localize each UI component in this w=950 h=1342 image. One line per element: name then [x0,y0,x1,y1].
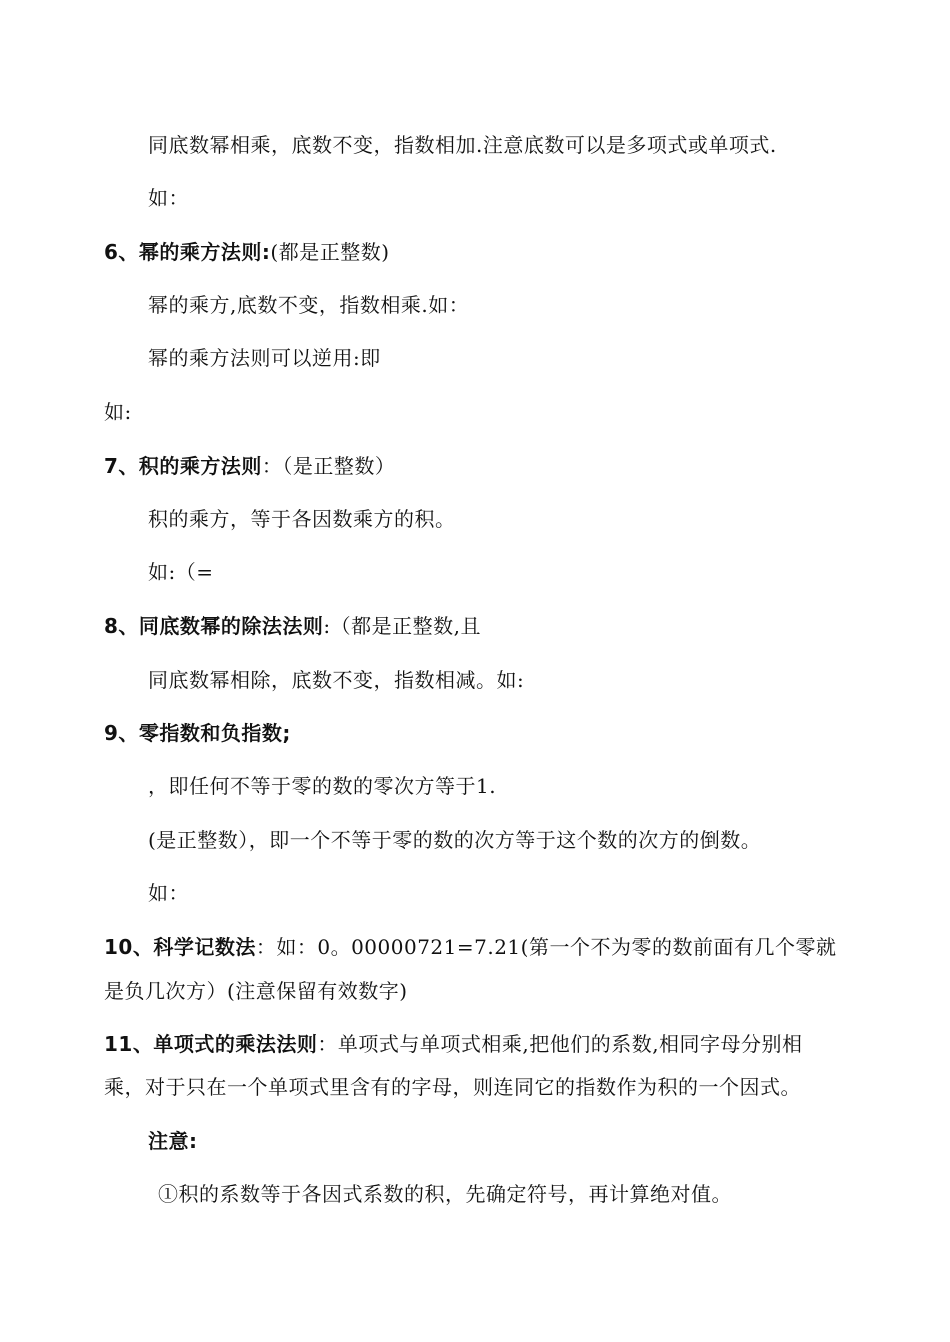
heading-title: 零指数和负指数; [138,721,291,745]
heading-title: 幂的乘方法则: [138,240,271,264]
heading-number: 6、 [104,240,139,264]
heading-section-7 [104,454,395,478]
paragraph-example-label: 如： [148,186,189,210]
heading-title: 积的乘方法则 [138,454,262,478]
heading-section-11 [104,1032,803,1056]
heading-note: (都是正整数) [270,240,390,264]
note-item-1: ①积的系数等于各因式系数的积，先确定符号，再计算绝对值。 [158,1182,732,1206]
heading-section-10 [104,935,836,959]
heading-number: 10、 [104,935,154,959]
heading-text: ：单项式与单项式相乘,把他们的系数,相同字母分别相 [317,1032,803,1056]
heading-number: 11、 [104,1032,154,1056]
heading-title: 科学记数法 [153,935,256,959]
heading-title: 同底数幂的除法法则 [138,614,324,638]
paragraph-power-division: 同底数幂相除，底数不变，指数相减。如: [148,668,525,692]
paragraph-power-multiplication-rule: 同底数幂相乘，底数不变，指数相加.注意底数可以是多项式或单项式. [148,133,777,157]
paragraph-example-label: 如: [104,400,132,424]
paragraph-negative-exponent: (是正整数），即一个不等于零的数的次方等于这个数的次方的倒数。 [148,828,762,852]
heading-number: 8、 [104,614,139,638]
heading-note: :（都是正整数,且 [323,614,482,638]
heading-text: ：如：0。00000721=7.21(第一个不为零的数前面有几个零就 [255,935,837,959]
paragraph-power-of-power: 幂的乘方,底数不变，指数相乘.如： [148,293,470,317]
heading-note: ：（是正整数） [261,454,396,478]
heading-number: 9、 [104,721,139,745]
heading-section-9 [104,721,291,745]
heading-section-6 [104,240,390,264]
heading-number: 7、 [104,454,139,478]
heading-section-8 [104,614,481,638]
paragraph-example-label: 如： [148,881,189,905]
paragraph-example-label: 如:（= [148,560,214,584]
note-title: 注意: [148,1129,198,1153]
paragraph-zero-exponent: ，即任何不等于零的数的零次方等于1. [148,774,497,798]
paragraph-section-11-continued: 乘，对于只在一个单项式里含有的字母，则连同它的指数作为积的一个因式。 [104,1075,801,1099]
paragraph-section-10-continued: 是负几次方）(注意保留有效数字) [104,979,408,1003]
paragraph-inverse-use: 幂的乘方法则可以逆用:即 [148,346,381,370]
paragraph-product-power: 积的乘方，等于各因数乘方的积。 [148,507,456,531]
heading-title: 单项式的乘法法则 [153,1032,318,1056]
